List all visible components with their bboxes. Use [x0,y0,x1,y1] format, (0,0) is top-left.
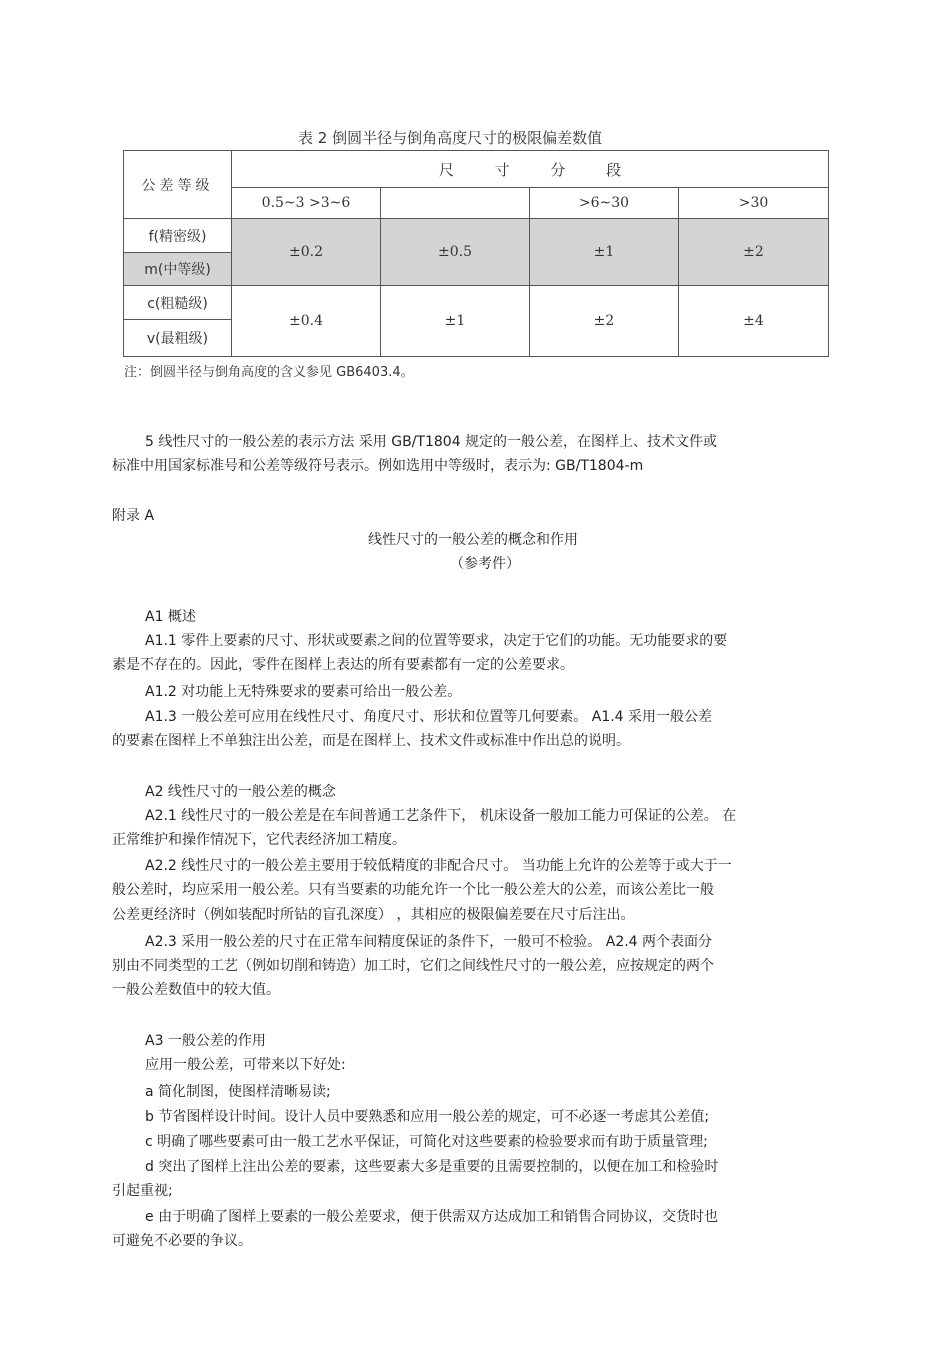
a3-item-e-cont: 可避免不必要的争议。 [112,1233,252,1249]
value-cell: ±0.4 [232,286,381,357]
a3-item-d-cont: 引起重视; [112,1183,173,1199]
a3-intro: 应用一般公差，可带来以下好处: [145,1057,346,1073]
a2-paragraph: A2.2 线性尺寸的一般公差主要用于较低精度的非配合尺寸。 当功能上允许的公差等于或大于一 [145,858,732,874]
a2-paragraph: 一般公差数值中的较大值。 [112,982,280,998]
value-cell: ±1 [530,219,679,286]
appendix-title: 线性尺寸的一般公差的概念和作用 [368,532,578,548]
a1-paragraph: 的要素在图样上不单独注出公差，而是在图样上、技术文件或标准中作出总的说明。 [112,733,630,749]
value-cell: ±1 [381,286,530,357]
a2-paragraph: 别由不同类型的工艺（例如切削和铸造）加工时，它们之间线性尺寸的一般公差，应按规定的两个 [112,958,714,974]
grade-cell: f(精密级) [124,219,232,253]
a2-paragraph: 公差更经济时（例如装配时所钻的盲孔深度） ，其相应的极限偏差要在尺寸后注出。 [112,907,635,923]
value-cell: ±0.2 [232,219,381,286]
range-cell: 0.5~3 >3~6 [232,188,381,219]
range-cell [381,188,530,219]
a2-paragraph: A2.1 线性尺寸的一般公差是在车间普通工艺条件下， 机床设备一般加工能力可保证的公差。 在 [145,808,737,824]
a2-heading: A2 线性尺寸的一般公差的概念 [145,784,336,800]
range-cell: >30 [679,188,829,219]
a3-item-d: d 突出了图样上注出公差的要素，这些要素大多是重要的且需要控制的，以便在加工和检验时 [145,1159,719,1175]
appendix-subtitle: （参考件） [450,556,520,572]
a3-item-b: b 节省图样设计时间。设计人员中要熟悉和应用一般公差的规定，可不必逐一考虑其公差值; [145,1109,710,1125]
grade-cell: v(最粗级) [124,320,232,357]
a1-paragraph: A1.2 对功能上无特殊要求的要素可给出一般公差。 [145,684,462,700]
a3-item-a: a 简化制图，使图样清晰易读; [145,1084,331,1100]
a2-paragraph: 般公差时，均应采用一般公差。只有当要素的功能允许一个比一般公差大的公差，而该公差比一般 [112,882,714,898]
a1-heading: A1 概述 [145,609,196,625]
grade-header: 公差等级 [124,151,232,219]
a1-paragraph: 素是不存在的。因此，零件在图样上表达的所有要素都有一定的公差要求。 [112,657,574,673]
value-cell: ±2 [679,219,829,286]
a3-item-e: e 由于明确了图样上要素的一般公差要求，便于供需双方达成加工和销售合同协议，交货时也 [145,1209,719,1225]
table-caption: 表 2 倒圆半径与倒角高度尺寸的极限偏差数值 [298,129,603,147]
table-note: 注：倒圆半径与倒角高度的含义参见 GB6403.4。 [124,365,414,380]
range-cell: >6~30 [530,188,679,219]
grade-cell: m(中等级) [124,253,232,286]
a2-paragraph: A2.3 采用一般公差的尺寸在正常车间精度保证的条件下，一般可不检验。 A2.4 两个表面分 [145,934,713,950]
a1-paragraph: A1.1 零件上要素的尺寸、形状或要素之间的位置等要求，决定于它们的功能。无功能要求的要 [145,633,728,649]
value-cell: ±2 [530,286,679,357]
value-cell: ±4 [679,286,829,357]
value-cell: ±0.5 [381,219,530,286]
a3-heading: A3 一般公差的作用 [145,1033,266,1049]
appendix-label: 附录 A [112,508,155,524]
section5-line1: 5 线性尺寸的一般公差的表示方法 采用 GB/T1804 规定的一般公差，在图样上、技术文件或 [145,434,718,450]
size-header: 尺 寸 分 段 [232,151,829,188]
a1-paragraph: A1.3 一般公差可应用在线性尺寸、角度尺寸、形状和位置等几何要素。 A1.4 采用一般公差 [145,709,713,725]
tolerance-table [123,150,829,357]
a3-item-c: c 明确了哪些要素可由一般工艺水平保证，可简化对这些要素的检验要求而有助于质量管理; [145,1134,708,1150]
grade-cell: c(粗糙级) [124,286,232,320]
a2-paragraph: 正常维护和操作情况下，它代表经济加工精度。 [112,832,406,848]
section5-line2: 标准中用国家标准号和公差等级符号表示。例如选用中等级时，表示为: GB/T1804-m [112,458,644,474]
